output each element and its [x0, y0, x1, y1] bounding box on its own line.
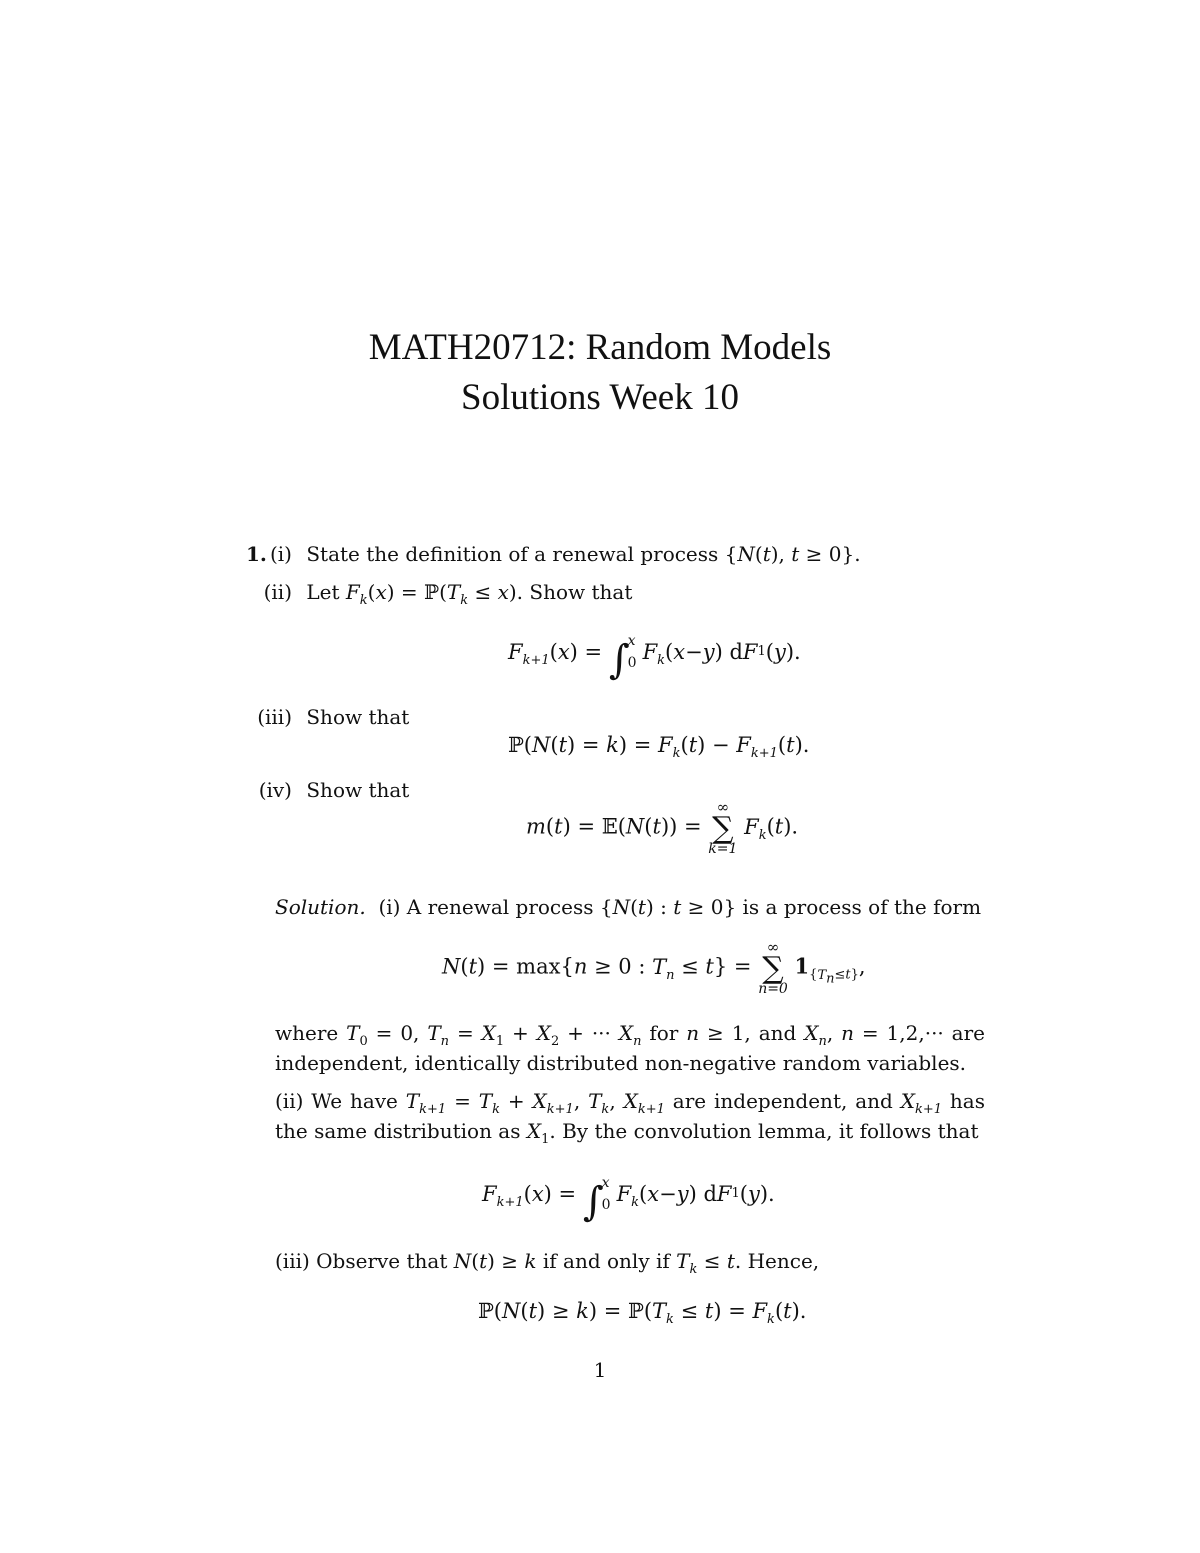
- problem-number: 1.: [246, 542, 267, 566]
- solution-part-iii: (iii) Observe that N(t) ≥ k if and only if $T_k \le t$. Hence,: [275, 1249, 820, 1277]
- item-text-iii: Show that: [306, 705, 410, 729]
- item-label-iii: (iii): [257, 705, 292, 729]
- integral-sign: ∫: [608, 637, 630, 684]
- equation-final: ℙ(N(t) ≥ $k) = ℙ(T_k \le t) = F_k(t)$.: [478, 1299, 807, 1328]
- item-text-iv: Show that: [306, 778, 410, 802]
- equation-ii: $F_{k+1}$ ( x ) = ∫ x 0 $F_k$ ( x − y ) d F 1 ( y ).: [508, 633, 801, 684]
- item-text-i: State the definition of a renewal process {N(t), t ≥ 0}.: [306, 542, 861, 566]
- item-label-iv: (iv): [258, 778, 292, 802]
- equation-renewal: N(t) = max{n ≥ 0 : $T_n \le t$} = ∞ ∑ n=0 $1_{\{T_n\le t\}}$,: [442, 938, 866, 997]
- solution-label: Solution.: [275, 895, 366, 919]
- solution-intro: Solution. (i) A renewal process {N(t) : t ≥ 0} is a process of the form: [275, 895, 982, 919]
- solution-part-ii-paragraph: (ii) We have $T_{k+1} = T_k + X_{k+1}$, $T_k$, $X_{k+1}$ are independent, and $X_{k+1}$ has the same distribution as $X_1$. By the convolution lemma, it follows that: [275, 1089, 985, 1147]
- page-number: 1: [593, 1358, 607, 1382]
- problem-item-iii: [248, 703, 409, 731]
- integral-sign-conv: ∫: [582, 1179, 604, 1226]
- problem-item-i: [248, 540, 861, 568]
- item-label-ii: (ii): [263, 580, 292, 604]
- solution-where-paragraph: where $T_0 = 0$, $T_n = X_1 + X_2$ + ··· $X_n$ for n ≥ 1, and $X_n$, n = 1,2,··· are independent, identically distributed non-negative random variables.: [275, 1021, 986, 1075]
- equation-iv: m(t) = 𝔼(N(t)) = ∞ ∑ k=1 $F_k(t)$.: [526, 798, 799, 857]
- problem-item-iv: [248, 776, 409, 804]
- item-label-i: (i): [269, 542, 292, 566]
- problem-item-ii: [248, 578, 632, 606]
- summation-sign-renewal: ∞ ∑ n=0: [758, 938, 788, 997]
- equation-iii: ℙ(N(t) = $k) = F_k(t) - F_{k+1}(t)$.: [508, 733, 810, 762]
- equation-convolution: $F_{k+1}$ ( x ) = ∫ x 0 $F_k$ ( x − y ) d F 1 ( y ).: [482, 1175, 775, 1226]
- summation-sign: ∞ ∑ k=1: [708, 798, 738, 857]
- document-title-line1: MATH20712: Random Models: [368, 327, 832, 368]
- item-text-ii: Let $F_k(x)$ = $ℙ(T_k \le x)$. Show that: [306, 580, 633, 608]
- document-title-line2: Solutions Week 10: [461, 377, 739, 418]
